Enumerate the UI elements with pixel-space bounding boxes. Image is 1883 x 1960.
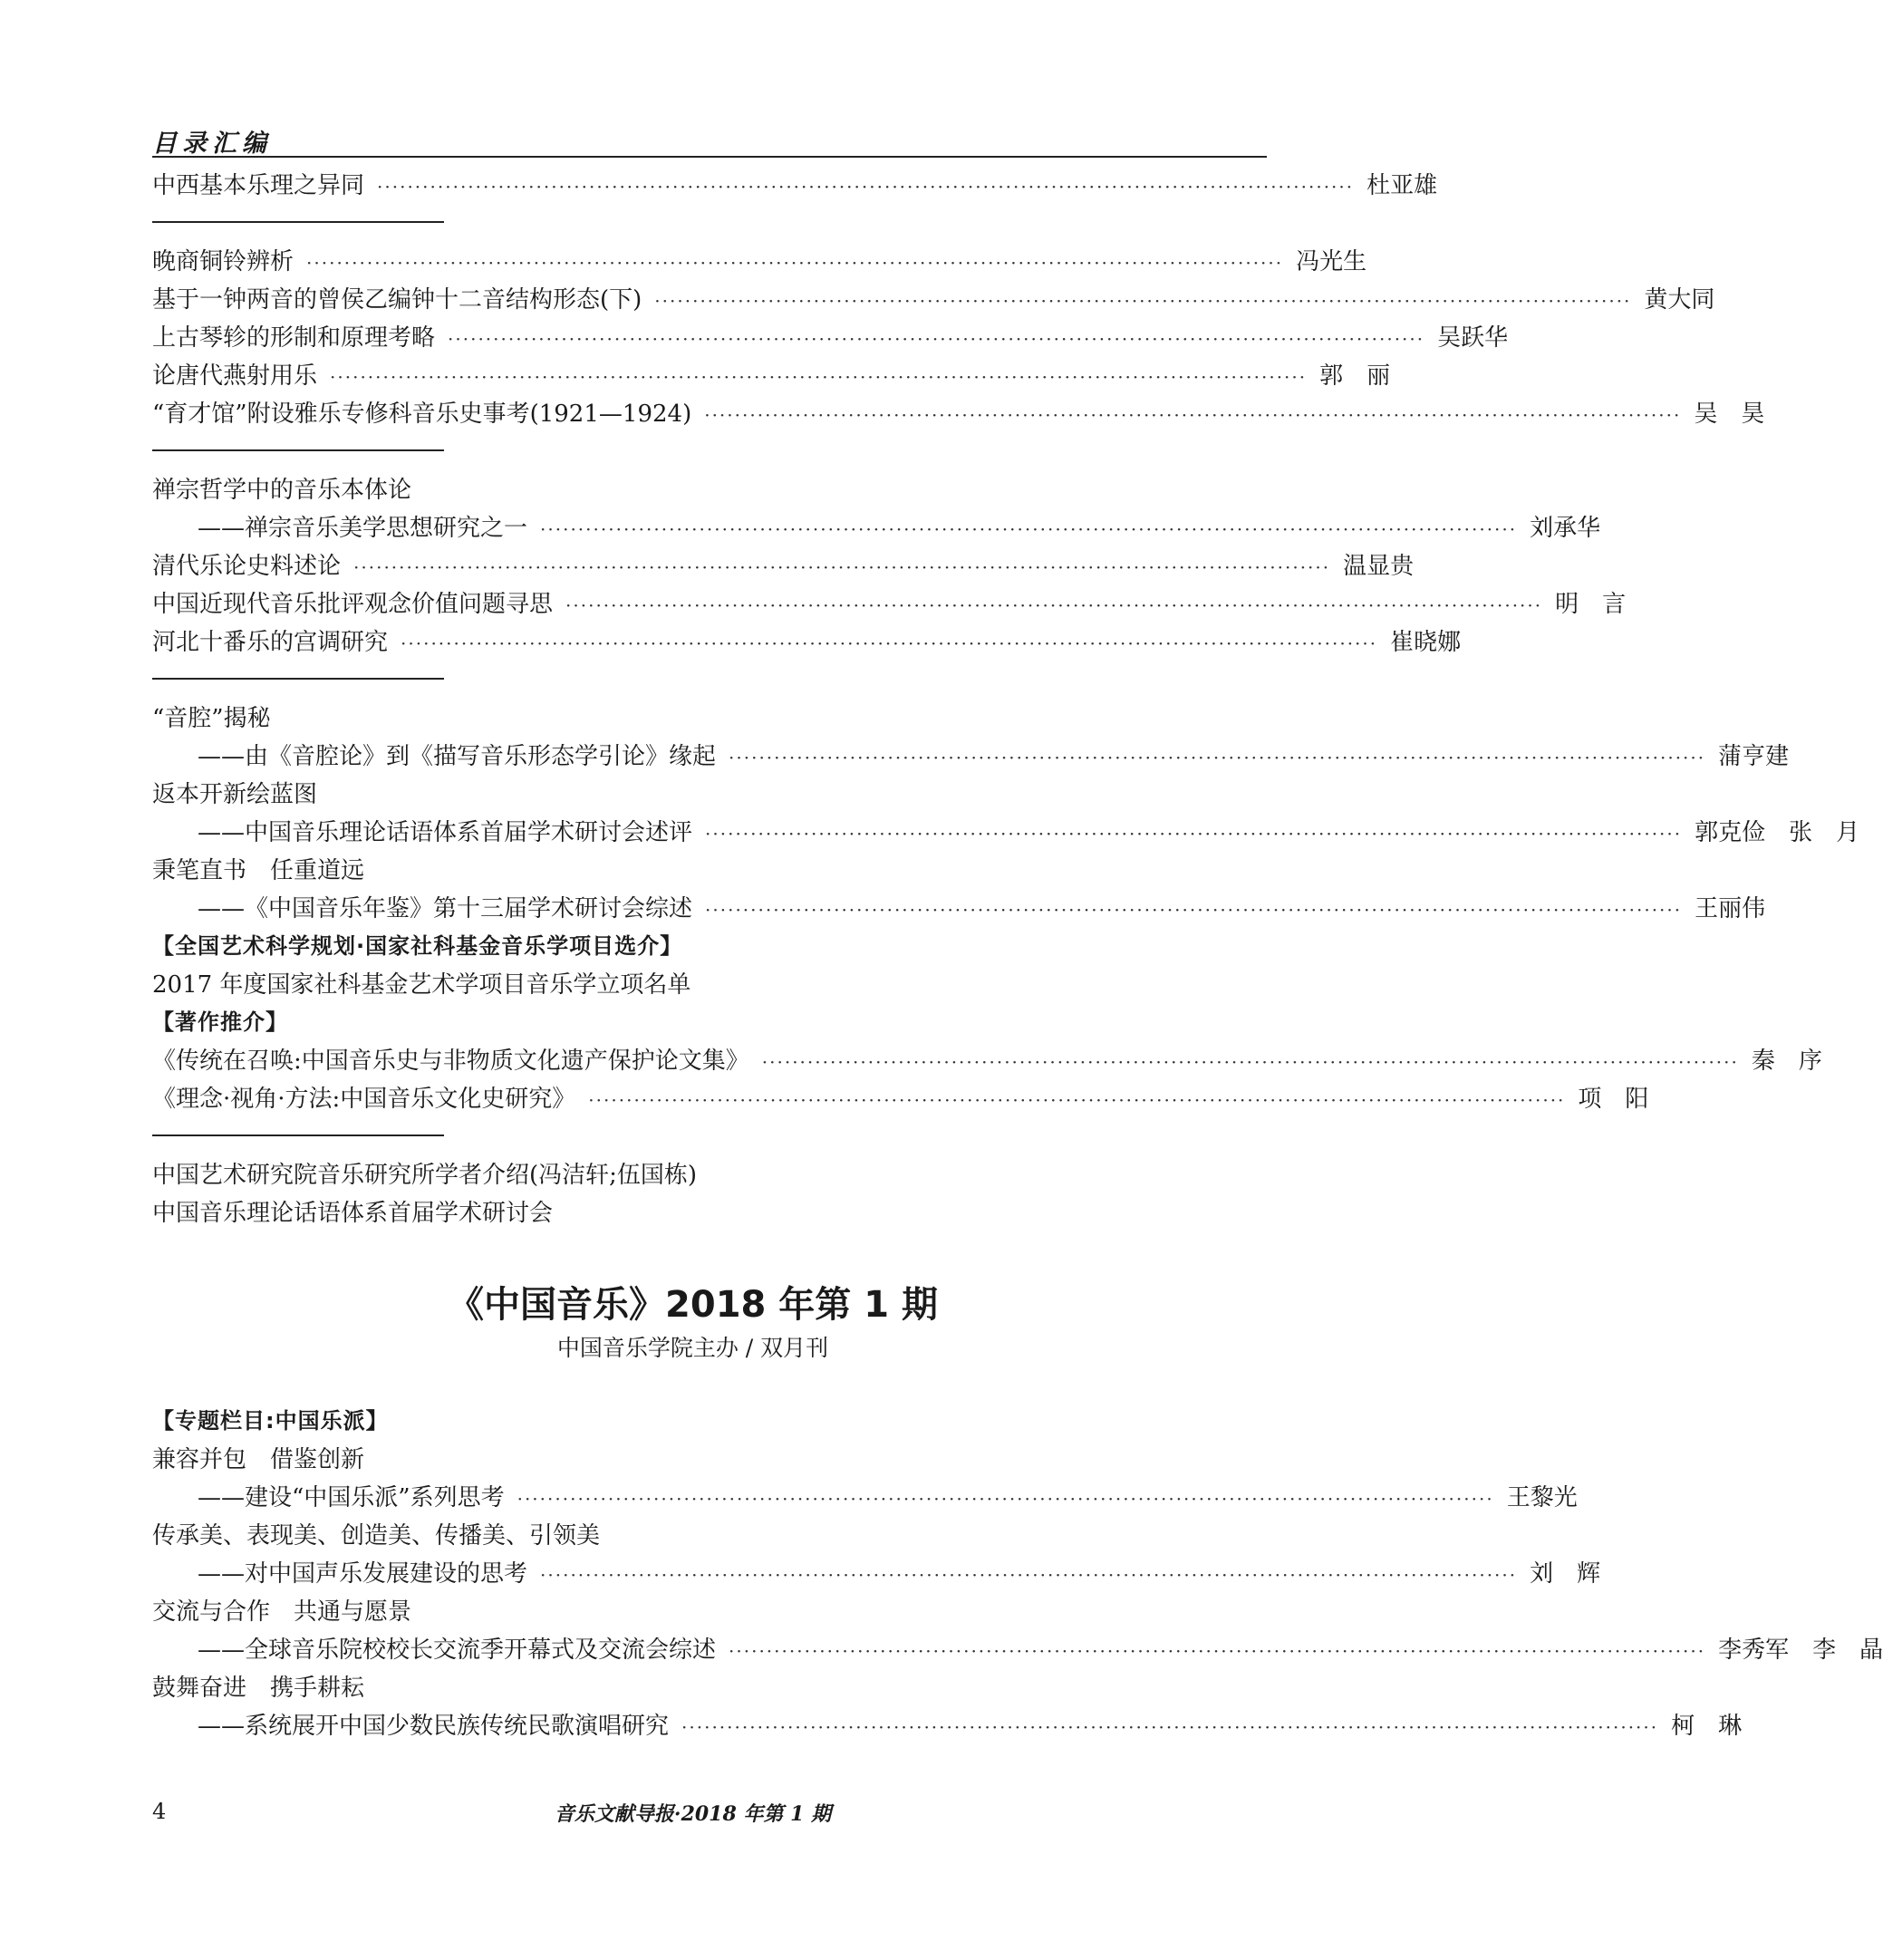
entry-author: 刘 辉 bbox=[1530, 1560, 1601, 1588]
entry-title: 晚商铜铃辨析 bbox=[152, 248, 295, 275]
category-heading: 【全国艺术科学规划·国家社科基金音乐学项目选介】 bbox=[152, 933, 683, 959]
journal-title: 《中国音乐》2018 年第 1 期 bbox=[448, 1284, 938, 1326]
toc-entry bbox=[152, 547, 1415, 580]
entry-title: 《理念·视角·方法:中国音乐文化史研究》 bbox=[152, 1086, 576, 1113]
toc-entry bbox=[152, 1517, 1267, 1550]
toc-entry-subtitle bbox=[198, 890, 1766, 922]
toc-entry bbox=[152, 700, 1267, 732]
entry-author: 郭克俭 张 月 bbox=[1695, 819, 1860, 846]
dot-leader: ································································································································· bbox=[654, 290, 1632, 312]
entry-author: 蒲亨建 bbox=[1718, 743, 1790, 770]
toc-entry bbox=[152, 852, 1267, 884]
entry-subtitle: ——建设“中国乐派”系列思考 bbox=[198, 1484, 505, 1511]
section-separator bbox=[152, 449, 444, 451]
dot-leader: ································································································································· bbox=[401, 632, 1378, 654]
entry-title: 秉笔直书 任重道远 bbox=[152, 857, 365, 884]
entry-subtitle: ——中国音乐理论话语体系首届学术研讨会述评 bbox=[198, 819, 693, 846]
entry-author: 李秀军 李 晶 bbox=[1718, 1637, 1883, 1664]
entry-author: 冯光生 bbox=[1296, 248, 1367, 275]
entry-title: 兼容并包 借鉴创新 bbox=[152, 1446, 365, 1473]
toc-entry bbox=[152, 1441, 1267, 1473]
dot-leader: ································································································································· bbox=[517, 1488, 1494, 1510]
dot-leader: ································································································································· bbox=[565, 594, 1543, 616]
toc-entry bbox=[152, 1593, 1267, 1626]
entry-subtitle: ——禅宗音乐美学思想研究之一 bbox=[198, 515, 528, 542]
toc-entry-subtitle bbox=[198, 1631, 1883, 1664]
entry-title: “音腔”揭秘 bbox=[152, 705, 271, 732]
toc-entry bbox=[152, 585, 1627, 618]
toc-entry bbox=[152, 966, 1267, 999]
entry-title: 中国近现代音乐批评观念价值问题寻思 bbox=[152, 591, 554, 618]
entry-title: 上古琴轸的形制和原理考略 bbox=[152, 324, 436, 352]
toc-entry bbox=[152, 1080, 1649, 1113]
entry-subtitle: ——《中国音乐年鉴》第十三届学术研讨会综述 bbox=[198, 895, 693, 922]
entry-author: 秦 序 bbox=[1751, 1048, 1822, 1075]
toc-entry bbox=[152, 471, 1267, 504]
entry-title: 《传统在召唤:中国音乐史与非物质文化遗产保护论文集》 bbox=[152, 1048, 749, 1075]
toc-entry-subtitle bbox=[198, 738, 1790, 770]
entry-author: 黄大同 bbox=[1644, 286, 1715, 314]
entry-subtitle: ——对中国声乐发展建设的思考 bbox=[198, 1560, 528, 1588]
entry-author: 吴 昊 bbox=[1694, 401, 1765, 428]
entry-author: 柯 琳 bbox=[1671, 1713, 1743, 1740]
dot-leader: ································································································································· bbox=[306, 252, 1284, 274]
entry-author: 吴跃华 bbox=[1437, 324, 1509, 352]
entry-author: 王丽伟 bbox=[1695, 895, 1766, 922]
entry-author: 温显贵 bbox=[1343, 553, 1415, 580]
entry-author: 王黎光 bbox=[1506, 1484, 1578, 1511]
misc-line bbox=[152, 1194, 1267, 1227]
entry-title: 鼓舞奋进 携手耕耘 bbox=[152, 1675, 365, 1702]
entry-author: 项 阳 bbox=[1578, 1086, 1649, 1113]
dot-leader: ································································································································· bbox=[761, 1051, 1739, 1073]
category-heading: 【专题栏目:中国乐派】 bbox=[152, 1408, 389, 1434]
header-rule bbox=[152, 156, 1267, 158]
entry-title: 论唐代燕射用乐 bbox=[152, 362, 318, 390]
entry-title: 传承美、表现美、创造美、传播美、引领美 bbox=[152, 1522, 601, 1550]
entry-subtitle: ——由《音腔论》到《描写音乐形态学引论》缘起 bbox=[198, 743, 717, 770]
toc-entry-subtitle bbox=[198, 1707, 1743, 1740]
misc-text: 中国艺术研究院音乐研究所学者介绍(冯洁轩;伍国栋) bbox=[152, 1162, 698, 1189]
dot-leader: ································································································································· bbox=[540, 518, 1518, 540]
toc-entry-subtitle bbox=[198, 1479, 1578, 1511]
entry-title: 清代乐论史料述论 bbox=[152, 553, 342, 580]
toc-entry-subtitle bbox=[198, 1555, 1601, 1588]
toc-entry bbox=[152, 243, 1367, 275]
entry-author: 明 言 bbox=[1555, 591, 1627, 618]
toc-entry bbox=[152, 357, 1391, 390]
section-separator bbox=[152, 678, 444, 680]
misc-text: 中国音乐理论话语体系首届学术研讨会 bbox=[152, 1200, 554, 1227]
toc-entry bbox=[152, 167, 1438, 199]
toc-entry bbox=[152, 623, 1462, 656]
journal-subtitle: 中国音乐学院主办 / 双月刊 bbox=[556, 1335, 829, 1361]
entry-title: 返本开新绘蓝图 bbox=[152, 781, 318, 808]
toc-entry bbox=[152, 1669, 1267, 1702]
dot-leader: ································································································································· bbox=[540, 1564, 1518, 1586]
footer-publication: 音乐文献导报·2018 年第 1 期 bbox=[554, 1802, 832, 1826]
entry-author: 刘承华 bbox=[1530, 515, 1601, 542]
entry-title: 交流与合作 共通与愿景 bbox=[152, 1598, 412, 1626]
toc-entry-subtitle bbox=[198, 814, 1860, 846]
running-head: 目录汇编 bbox=[152, 130, 272, 158]
toc-entry bbox=[152, 776, 1267, 808]
misc-line bbox=[152, 1156, 1267, 1189]
dot-leader: ································································································································· bbox=[705, 899, 1683, 921]
dot-leader: ································································································································· bbox=[729, 747, 1706, 768]
dot-leader: ································································································································· bbox=[588, 1089, 1566, 1111]
entry-title: “育才馆”附设雅乐专修科音乐史事考(1921—1924) bbox=[152, 401, 692, 428]
dot-leader: ································································································································· bbox=[704, 404, 1682, 426]
entry-subtitle: ——系统展开中国少数民族传统民歌演唱研究 bbox=[198, 1713, 670, 1740]
entry-author: 崔晓娜 bbox=[1390, 629, 1462, 656]
entry-title: 基于一钟两音的曾侯乙编钟十二音结构形态(下) bbox=[152, 286, 642, 314]
toc-entry bbox=[152, 281, 1715, 314]
toc-entry bbox=[152, 1042, 1822, 1075]
entry-title: 禅宗哲学中的音乐本体论 bbox=[152, 477, 412, 504]
dot-leader: ································································································································· bbox=[448, 328, 1425, 350]
dot-leader: ································································································································· bbox=[705, 823, 1683, 845]
page-number: 4 bbox=[152, 1799, 167, 1824]
dot-leader: ································································································································· bbox=[353, 556, 1331, 578]
dot-leader: ································································································································· bbox=[330, 366, 1308, 388]
section-separator bbox=[152, 1134, 444, 1136]
category-heading: 【著作推介】 bbox=[152, 1009, 288, 1035]
toc-entry bbox=[152, 319, 1509, 352]
toc-entry-subtitle bbox=[198, 509, 1601, 542]
entry-title: 2017 年度国家社科基金艺术学项目音乐学立项名单 bbox=[152, 971, 691, 999]
entry-author: 杜亚雄 bbox=[1366, 172, 1438, 199]
dot-leader: ································································································································· bbox=[729, 1640, 1706, 1662]
dot-leader: ································································································································· bbox=[377, 176, 1355, 198]
section-separator bbox=[152, 221, 444, 223]
toc-entry bbox=[152, 395, 1765, 428]
entry-author: 郭 丽 bbox=[1319, 362, 1391, 390]
entry-subtitle: ——全球音乐院校校长交流季开幕式及交流会综述 bbox=[198, 1637, 717, 1664]
entry-title: 中西基本乐理之异同 bbox=[152, 172, 365, 199]
dot-leader: ································································································································· bbox=[681, 1716, 1659, 1738]
entry-title: 河北十番乐的宫调研究 bbox=[152, 629, 389, 656]
